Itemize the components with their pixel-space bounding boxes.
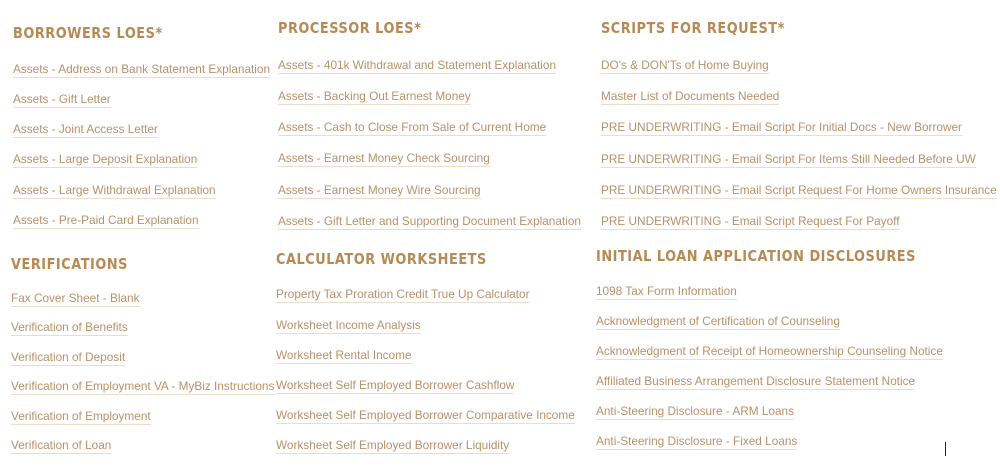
document-link[interactable]: Assets - Gift Letter and Supporting Document Explanation [278,214,581,228]
document-link[interactable]: Fax Cover Sheet - Blank [11,291,140,305]
section-heading: INITIAL LOAN APPLICATION DISCLOSURES [596,247,916,265]
document-link[interactable]: Acknowledgment of Certification of Counseling [596,314,840,328]
document-link[interactable]: Anti-Steering Disclosure - ARM Loans [596,404,795,418]
document-link[interactable]: Assets - 401k Withdrawal and Statement Explanation [278,58,557,72]
document-link[interactable]: PRE UNDERWRITING - Email Script For Items Still Needed Before UW [601,152,976,166]
document-link[interactable]: Assets - Backing Out Earnest Money [278,89,471,103]
document-link[interactable]: Property Tax Proration Credit True Up Calculator [276,287,530,301]
document-link[interactable]: Worksheet Rental Income [276,348,412,362]
document-link[interactable]: Affiliated Business Arrangement Disclosure Statement Notice [596,374,916,388]
section-heading: VERIFICATIONS [11,255,128,273]
section-heading: PROCESSOR LOES* [278,19,422,37]
section-heading: SCRIPTS FOR REQUEST* [601,19,785,37]
document-link[interactable]: PRE UNDERWRITING - Email Script For Initial Docs - New Borrower [601,120,962,134]
section-processor-loes [278,18,596,230]
document-link[interactable]: Verification of Deposit [11,350,126,364]
document-link[interactable]: Anti-Steering Disclosure - Fixed Loans [596,434,798,448]
section-calculator-worksheets [276,249,586,455]
document-link[interactable]: Assets - Address on Bank Statement Explanation [13,62,271,76]
document-link[interactable]: Assets - Large Withdrawal Explanation [13,183,216,197]
document-link[interactable]: PRE UNDERWRITING - Email Script Request For Home Owners Insurance [601,183,997,197]
section-borrowers-loes [13,23,275,233]
section-heading: CALCULATOR WORKSHEETS [276,250,487,268]
document-link[interactable]: Assets - Joint Access Letter [13,122,158,136]
document-link[interactable]: Worksheet Self Employed Borrower Cashflow [276,378,515,392]
document-link[interactable]: DO's & DON'Ts of Home Buying [601,58,769,72]
document-link[interactable]: Assets - Cash to Close From Sale of Current Home [278,120,547,134]
document-link[interactable]: Assets - Earnest Money Check Sourcing [278,151,490,165]
document-link[interactable]: Assets - Pre-Paid Card Explanation [13,213,199,227]
section-scripts-for-request [601,18,997,230]
section-verifications [11,254,273,456]
document-link[interactable]: Master List of Documents Needed [601,89,780,103]
document-link[interactable]: Verification of Employment [11,409,151,423]
document-link[interactable]: Worksheet Self Employed Borrower Comparative Income [276,408,575,422]
document-link[interactable]: Acknowledgment of Receipt of Homeownership Counseling Notice [596,344,943,358]
document-link[interactable]: Worksheet Self Employed Borrower Liquidity [276,438,510,452]
document-link[interactable]: 1098 Tax Form Information [596,284,737,298]
section-heading: BORROWERS LOES* [13,24,163,42]
document-link[interactable]: PRE UNDERWRITING - Email Script Request For Payoff [601,214,900,228]
document-link[interactable]: Assets - Gift Letter [13,92,111,106]
document-link[interactable]: Worksheet Income Analysis [276,318,421,332]
document-link[interactable]: Assets - Large Deposit Explanation [13,152,198,166]
document-link[interactable]: Verification of Benefits [11,320,128,334]
section-initial-loan-application-disclosures [596,246,956,454]
document-link[interactable]: Verification of Employment VA - MyBiz Instructions [11,379,275,393]
text-cursor [945,442,946,456]
document-link[interactable]: Assets - Earnest Money Wire Sourcing [278,183,481,197]
document-link[interactable]: Verification of Loan [11,438,112,452]
